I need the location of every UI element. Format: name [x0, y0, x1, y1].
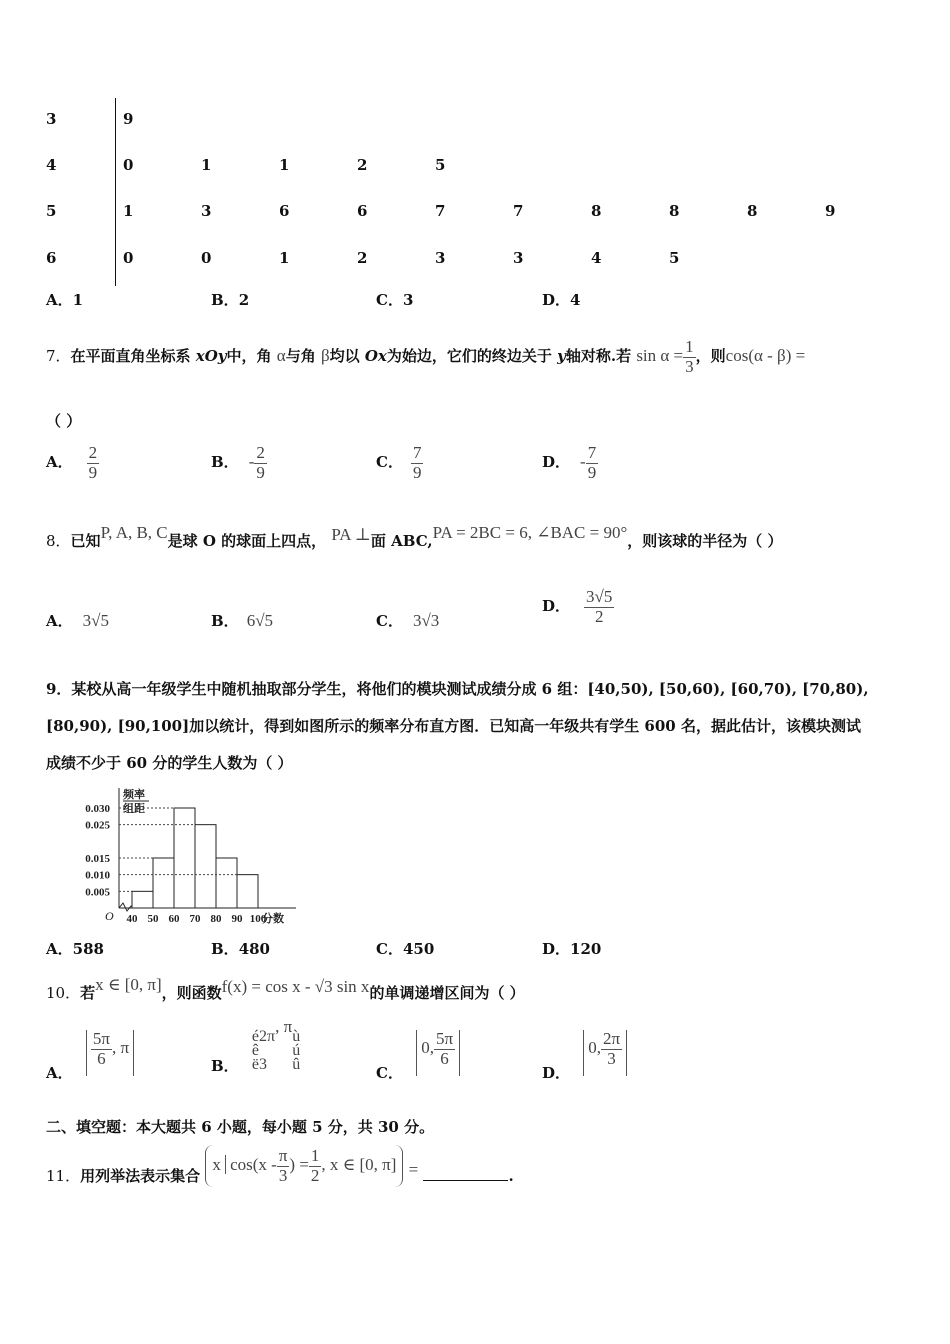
leaf: 5: [669, 249, 680, 267]
option-label: A．: [46, 940, 73, 958]
denominator: 3: [607, 1048, 616, 1068]
question-number: 11．: [46, 1167, 81, 1185]
q8-condition: PA = 2BC = 6, ∠BAC = 90°: [432, 523, 628, 542]
option-label: C．: [376, 612, 403, 630]
q7-fraction: [683, 338, 696, 376]
numerator: 2π: [603, 1029, 621, 1048]
q9-option-c[interactable]: [376, 938, 434, 959]
leaf: 7: [435, 202, 446, 220]
option-label: C．: [376, 940, 403, 958]
option-label: A．: [46, 291, 73, 309]
q11-period: .: [508, 1167, 514, 1185]
option-value: 480: [238, 940, 270, 958]
denominator: 6: [97, 1048, 106, 1068]
leaf: 9: [123, 110, 134, 128]
histogram-bar: [237, 875, 258, 908]
denominator: 6: [440, 1048, 449, 1068]
option-label: D．: [542, 597, 571, 616]
numerator: 5π: [92, 1029, 110, 1048]
q8-option-b[interactable]: [211, 610, 273, 631]
interval-head: 0,: [588, 1038, 601, 1058]
q7-stem: [46, 338, 805, 376]
numerator: π: [278, 1146, 288, 1165]
y-tick-label: 0.010: [85, 869, 110, 882]
q7-option-a[interactable]: [46, 444, 99, 482]
q7-text: 与角: [285, 347, 316, 366]
interval-bracket: [416, 1030, 460, 1076]
interval-fraction: [91, 1030, 112, 1068]
q7-text: 中，角: [226, 347, 272, 366]
y-tick-label: 0.015: [85, 853, 110, 865]
leaf: 1: [279, 156, 290, 174]
interval-bracket: [86, 1030, 134, 1076]
numerator: 7: [412, 443, 422, 462]
stem: 4: [46, 156, 57, 174]
option-label: D．: [542, 940, 571, 958]
q8-text: 面 ABC,: [370, 532, 433, 550]
option-label: C．: [376, 453, 403, 472]
q8-option-c[interactable]: [376, 610, 439, 631]
leaf: 8: [747, 202, 758, 220]
y-tick-label: 0.030: [85, 803, 110, 815]
stem: 6: [46, 249, 57, 267]
option-value: 2: [238, 291, 250, 309]
x-tick-label: 50: [147, 913, 159, 925]
minus-sign: -: [580, 452, 586, 472]
q6-option-b[interactable]: [211, 289, 249, 310]
option-label: B．: [211, 612, 239, 630]
y-tick-label: 0.005: [85, 886, 110, 899]
leaf: 8: [669, 202, 680, 220]
x-tick-label: 80: [210, 913, 222, 925]
option-value: 588: [72, 940, 104, 958]
q6-option-a[interactable]: [46, 289, 83, 310]
leaf: 1: [123, 202, 134, 220]
q7-text: 均以: [329, 347, 360, 366]
q7-text: 为始边，它们的终边关于: [386, 347, 552, 366]
set-cos: cos(x -: [225, 1155, 277, 1174]
leaf: 3: [513, 249, 524, 267]
option-label: C．: [376, 1064, 403, 1083]
leaf: 6: [357, 202, 368, 220]
q10-text: 的单调递增区间为（ ）: [369, 984, 525, 1002]
garbled-top: é2π: [251, 1028, 276, 1045]
histogram-bar: [132, 891, 153, 908]
leaf: 9: [825, 202, 836, 220]
q7-xoy: xOy: [195, 347, 227, 366]
set-var: x: [212, 1155, 221, 1175]
option-label: B．: [211, 453, 239, 472]
q11-text: 用列举法表示集合: [80, 1167, 201, 1185]
y-label-bottom: 组距: [123, 802, 145, 815]
q10-text: ，则函数: [161, 984, 222, 1002]
stem: 5: [46, 202, 57, 220]
q9-stem: [46, 671, 869, 782]
option-label: D．: [542, 453, 571, 472]
q10-option-a[interactable]: [46, 1029, 134, 1083]
minus-sign: -: [248, 452, 255, 472]
q8-option-a[interactable]: [46, 610, 109, 631]
leaf: 6: [279, 202, 290, 220]
set-eq: ) =: [289, 1155, 309, 1175]
option-label: D．: [542, 291, 571, 309]
garbled-bottom: ë3: [251, 1056, 268, 1073]
garbled-right-2: ú: [292, 1042, 301, 1059]
histogram-bar: [153, 858, 174, 908]
origin-label: O: [105, 909, 114, 923]
q10-option-c[interactable]: [376, 1029, 460, 1083]
q8-perp: PA ⊥: [331, 525, 371, 544]
q9-line: [80,90), [90,100]加以统计，得到如图所示的频率分布直方图．已知高一年级共有学生 600 名，据此估计，该模块测试: [46, 717, 861, 735]
numerator: 2: [256, 443, 265, 462]
interval-fraction: [601, 1030, 622, 1068]
leaf: 0: [123, 156, 134, 174]
q11-stem: [46, 1145, 514, 1187]
numerator: 1: [310, 1146, 320, 1165]
q7-text: 轴对称.若: [565, 347, 632, 366]
section-heading: 二、填空题：本大题共 6 小题，每小题 5 分，共 30 分。: [46, 1118, 435, 1136]
option-value: 1: [72, 291, 84, 309]
q7-option-b[interactable]: [211, 444, 267, 482]
interval-bracket: [583, 1030, 627, 1076]
q8-text: ，则该球的半径为（ ）: [627, 532, 783, 550]
q7-alpha: α: [276, 346, 286, 366]
option-value: 3: [402, 291, 414, 309]
denominator: 9: [587, 462, 597, 482]
q7-beta: β: [320, 346, 330, 366]
q10-text: 若: [80, 984, 96, 1002]
numerator: 2: [88, 443, 98, 462]
q8-text: 已知: [70, 532, 101, 550]
interval-head: 0,: [421, 1038, 434, 1058]
q8-text: 是球 O 的球面上四点，: [167, 532, 327, 550]
numerator: 7: [587, 443, 597, 462]
leaf: 2: [357, 156, 368, 174]
set-braces: [205, 1145, 403, 1187]
q7-y: y: [557, 347, 566, 366]
x-tick-label: 70: [189, 913, 201, 925]
question-number: 7．: [46, 347, 71, 366]
option-value: 3√3: [412, 611, 440, 630]
q11-equals: =: [408, 1160, 419, 1179]
x-axis-label: 分数: [262, 912, 284, 925]
leaf: 5: [435, 156, 446, 174]
answer-blank[interactable]: [423, 1180, 508, 1181]
q7-sin-expr: sin α =: [636, 346, 684, 366]
set-fraction-pi3: [277, 1147, 290, 1185]
denominator: 2: [310, 1165, 320, 1185]
option-value: 3√5: [82, 611, 109, 630]
option-label: A．: [46, 612, 73, 630]
question-number: 8．: [46, 532, 71, 550]
option-label: C．: [376, 291, 403, 309]
leaf: 1: [201, 156, 212, 174]
interval-tail: , π: [111, 1038, 130, 1058]
histogram-bar: [216, 858, 237, 908]
y-label-top: 频率: [123, 788, 145, 801]
q7-text: ，则: [695, 347, 726, 366]
x-tick-label: 100: [249, 913, 267, 925]
q10-function: f(x) = cos x - √3 sin x: [221, 977, 370, 996]
option-value: 450: [402, 940, 435, 958]
leaf: 1: [279, 249, 290, 267]
q7-answer-paren: （ ）: [46, 412, 82, 430]
q10-option-d[interactable]: [542, 1029, 627, 1083]
leaf: 3: [435, 249, 446, 267]
numerator: 5π: [435, 1029, 454, 1048]
option-value: 6√5: [246, 611, 274, 630]
histogram-bar: [195, 825, 216, 908]
q9-line: 9．某校从高一年级学生中随机抽取部分学生，将他们的模块测试成绩分成 6 组：[40,50), [50,60), [60,70), [70,80),: [46, 680, 869, 698]
garbled-right: [292, 1030, 300, 1072]
option-fraction: [584, 588, 614, 626]
denominator: 3: [278, 1165, 288, 1185]
garbled-right-3: û: [292, 1056, 301, 1073]
option-value: 4: [570, 291, 581, 309]
leaf: 8: [591, 202, 602, 220]
numerator: 1: [685, 337, 694, 356]
leaf: 0: [201, 249, 212, 267]
q10-domain: x ∈ [0, π]: [95, 975, 162, 994]
option-label: A．: [46, 1064, 73, 1083]
option-label: B．: [211, 291, 239, 309]
option-label: B．: [211, 1057, 239, 1075]
denominator: 9: [412, 462, 422, 482]
interval-fraction: [434, 1030, 455, 1068]
leaf: 2: [357, 249, 368, 267]
denominator: 2: [594, 606, 604, 626]
q9-line: 成绩不少于 60 分的学生人数为（ ）: [46, 754, 293, 772]
set-fraction-half: [309, 1147, 322, 1185]
leaf: 3: [201, 202, 212, 220]
y-tick-label: 0.025: [85, 819, 110, 832]
x-tick-label: 90: [231, 913, 243, 925]
x-tick-label: 40: [126, 913, 138, 925]
denominator: 9: [88, 462, 98, 482]
option-label: A．: [46, 453, 73, 472]
set-tail: , x ∈ [0, π]: [321, 1155, 397, 1175]
q7-text: 在平面直角坐标系: [70, 347, 191, 366]
q9-option-b[interactable]: [211, 938, 270, 959]
leaf: 0: [123, 249, 134, 267]
garbled-mid: ê: [251, 1042, 260, 1059]
q9-option-d[interactable]: [542, 938, 601, 959]
denominator: 9: [256, 462, 265, 482]
denominator: 3: [685, 356, 694, 376]
q8-points: P, A, B, C: [100, 523, 168, 542]
option-fraction: [87, 444, 100, 482]
q9-option-a[interactable]: [46, 938, 104, 959]
q7-cos-expr: cos(α - β) =: [725, 346, 806, 366]
x-tick-label: 60: [168, 913, 180, 925]
q10-option-b[interactable]: [211, 1017, 301, 1075]
option-fraction: [411, 444, 424, 482]
q8-option-d[interactable]: [542, 588, 614, 626]
interval-tail: , π: [275, 1017, 293, 1036]
stem-divider: [115, 98, 116, 286]
q6-option-d[interactable]: [542, 289, 580, 310]
garbled-right-1: ù: [292, 1028, 301, 1045]
q7-option-d[interactable]: [542, 444, 598, 482]
leaf: 4: [591, 249, 602, 267]
option-label: D．: [542, 1064, 571, 1083]
q7-option-c[interactable]: [376, 444, 423, 482]
option-value: 120: [570, 940, 602, 958]
option-label: B．: [211, 940, 239, 958]
numerator: 3√5: [586, 587, 613, 606]
q7-ox: Ox: [364, 347, 387, 366]
garbled-interval: [252, 1030, 275, 1072]
q10-stem: [46, 975, 525, 1003]
q6-option-c[interactable]: [376, 289, 413, 310]
frequency-histogram: [46, 778, 316, 928]
stem: 3: [46, 110, 57, 128]
histogram-bar: [174, 808, 195, 908]
option-fraction: [586, 444, 599, 482]
question-number: 10．: [46, 984, 81, 1002]
q8-stem: [46, 523, 783, 551]
leaf: 7: [513, 202, 524, 220]
option-fraction: [254, 444, 267, 482]
